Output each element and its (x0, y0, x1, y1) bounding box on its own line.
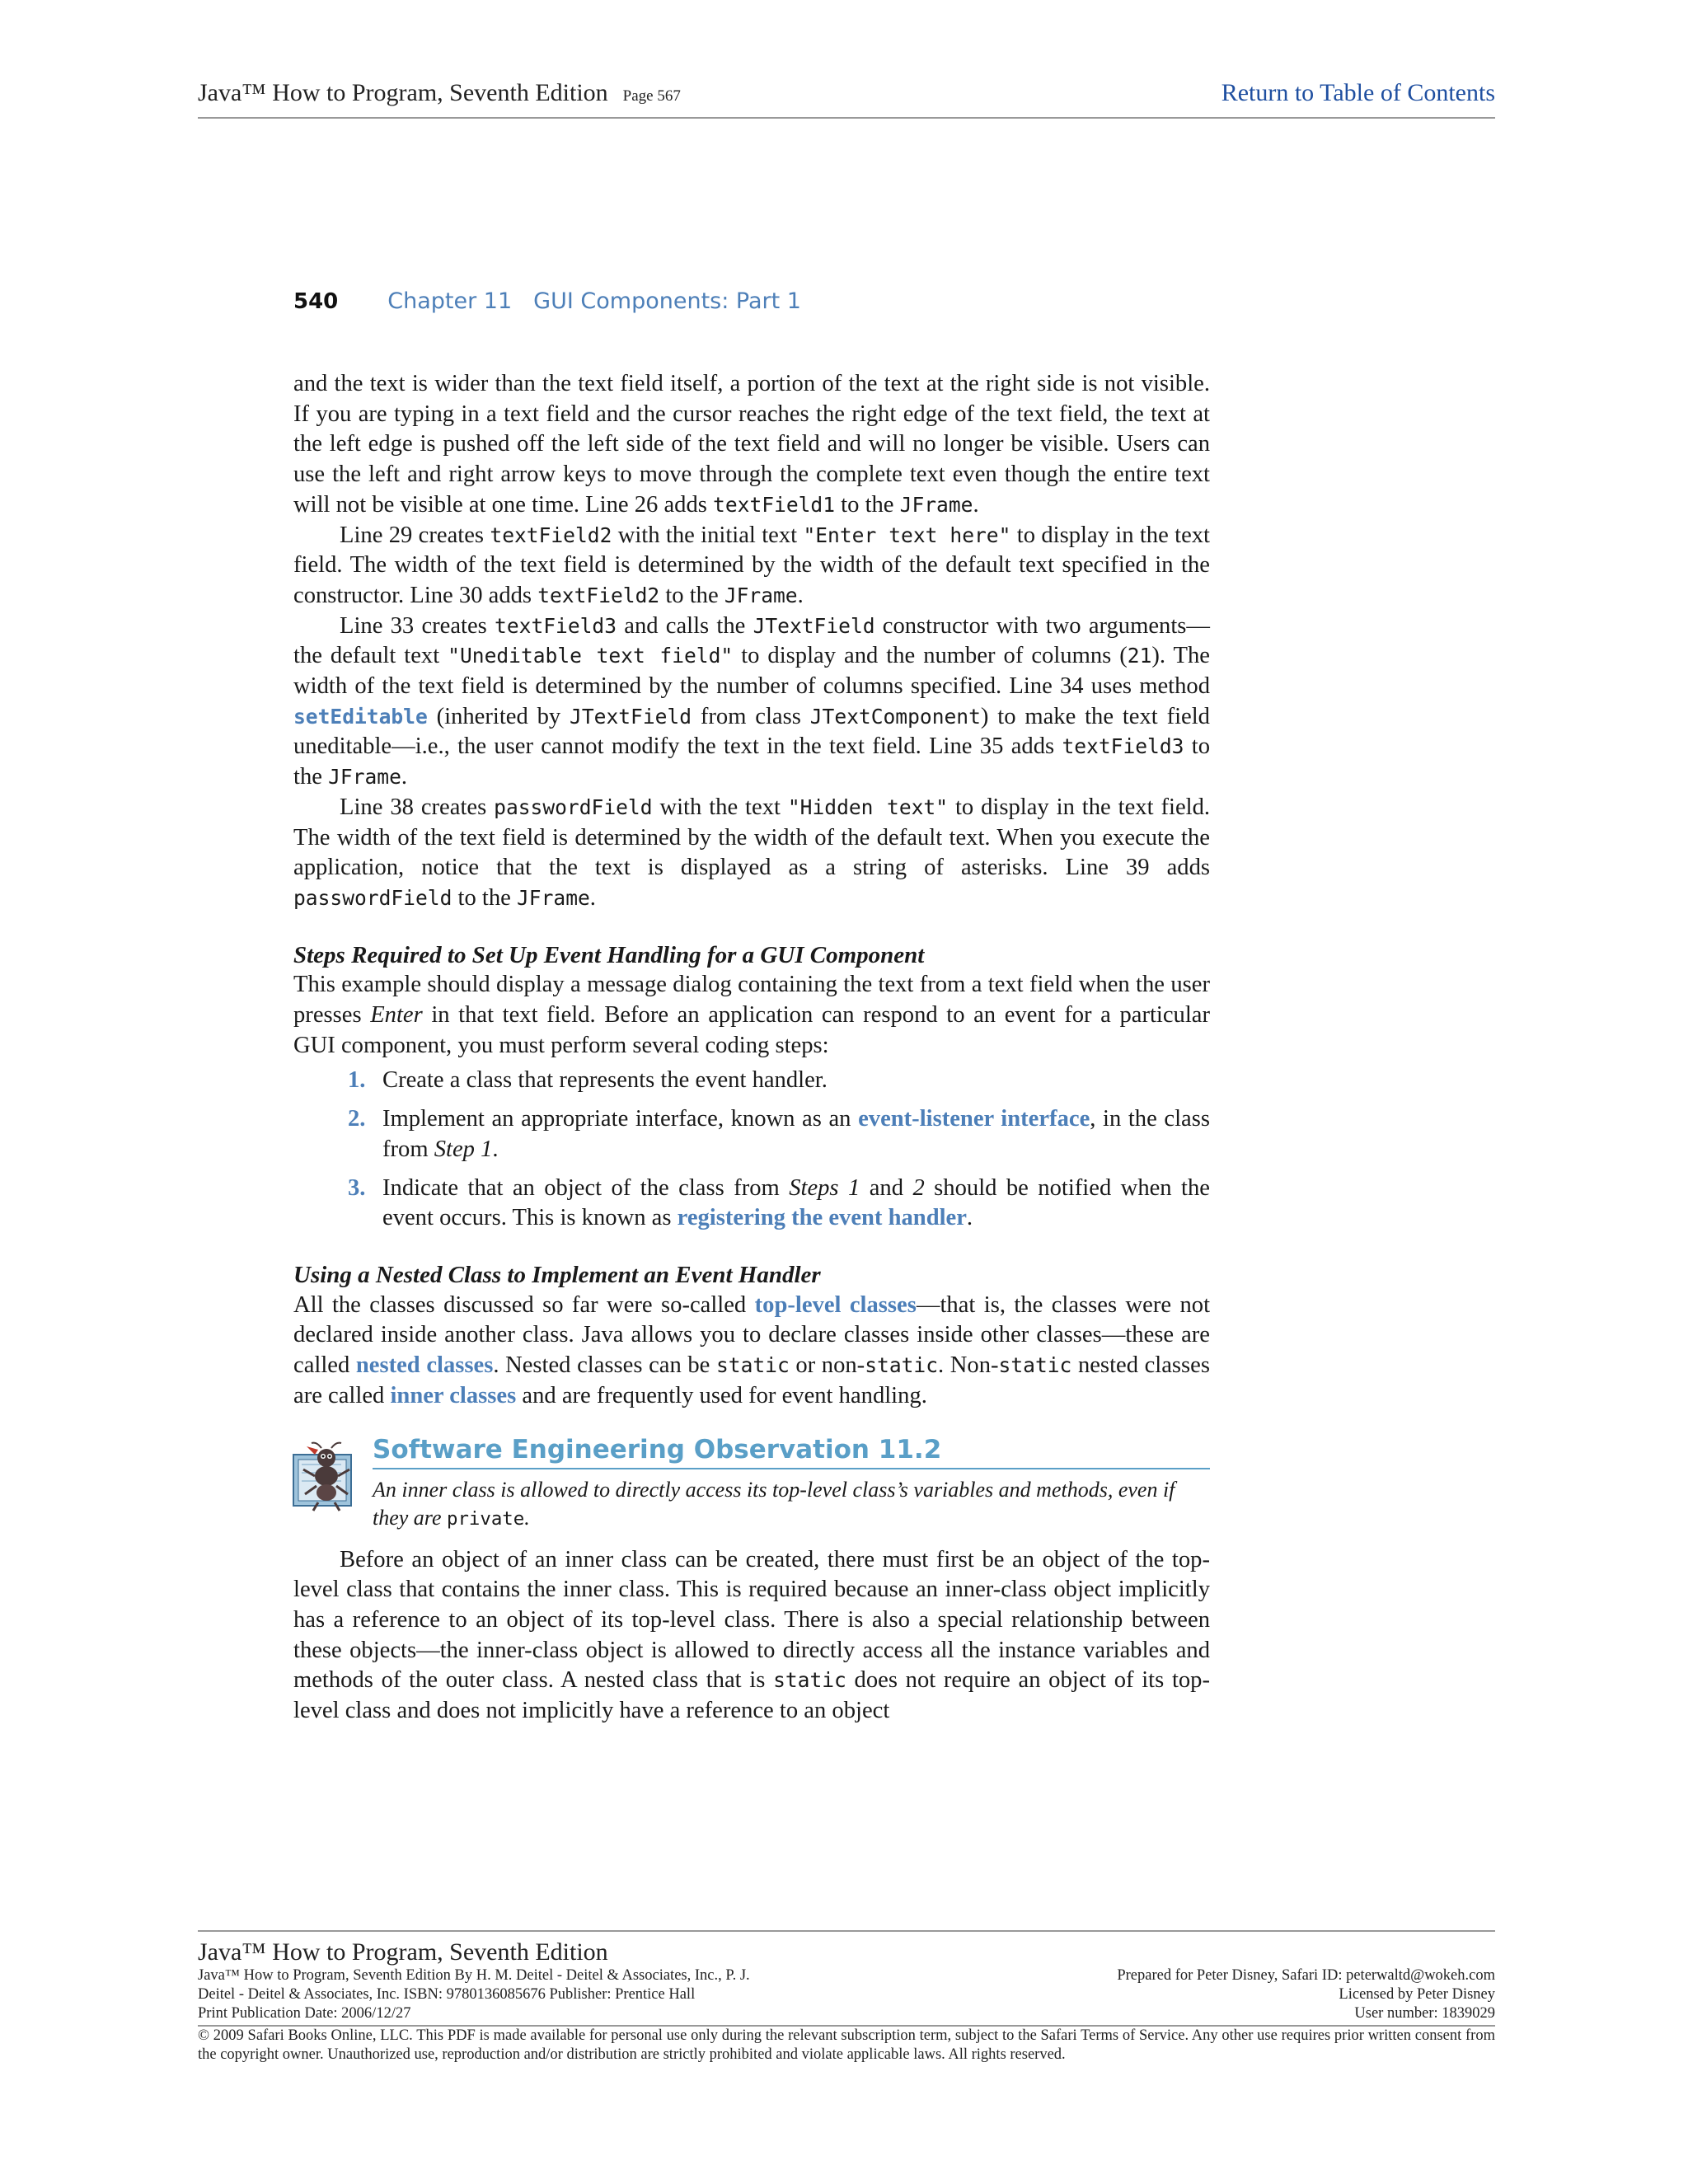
chapter-title: GUI Components: Part 1 (533, 288, 801, 314)
footer-copyright: © 2009 Safari Books Online, LLC. This PDF is made available for personal use only during the relevant subscription term, subject to the Safari Terms of Service. Any other use requires prior written consent from the copyright owner. Unauthorized use, reproduction and/or distribution are strictly prohibited and violate applicable laws. All rights reserved. (198, 2025, 1495, 2064)
observation-title: Software Engineering Observation 11.2 (373, 1435, 1210, 1470)
section-heading-nested-class: Using a Nested Class to Implement an Event Handler (293, 1261, 821, 1288)
footer-row-1: Java™ How to Program, Seventh Edition By H. M. Deitel - Deitel & Associates, Inc., P. J. Prepared for Peter Disney, Safari ID: peterwaltd@wokeh.com (198, 1967, 1495, 1984)
chapter-header (293, 288, 801, 321)
list-item: 2. Implement an appropriate interface, known as an event-listener interface, in the class from Step 1. (348, 1106, 1210, 1162)
page-label: Page 567 (622, 87, 681, 105)
section-heading-event-handling: Steps Required to Set Up Event Handling for a GUI Component (293, 941, 925, 968)
ant-engineer-icon (290, 1440, 361, 1512)
term-registering-event-handler: registering the event handler (677, 1205, 967, 1231)
paragraph-5: This example should display a message dialog containing the text from a text field when the user presses Enter in that text field. Before an application can respond to an event for a particular GUI component, you must perform several coding steps: (293, 972, 1210, 1058)
footer-row-3: Print Publication Date: 2006/12/27 User number: 1839029 (198, 2005, 1495, 2022)
term-seteditable: setEditable (293, 704, 428, 729)
list-item: 1. Create a class that represents the event handler. (348, 1067, 828, 1094)
observation-text: An inner class is allowed to directly access its top-level class’s variables and methods, even if they are private. (373, 1477, 1175, 1530)
footer (198, 1930, 1495, 2064)
book-title-text: Java™ How to Program, Seventh Edition (198, 79, 608, 106)
book-title (198, 79, 681, 107)
software-engineering-observation (293, 1434, 1210, 1530)
chapter-label: Chapter 11 (387, 288, 513, 314)
page-number: 540 (293, 289, 339, 314)
footer-book-title: Java™ How to Program, Seventh Edition (198, 1938, 608, 1966)
top-header (198, 76, 1495, 119)
term-nested-classes: nested classes (355, 1352, 494, 1379)
list-item: 3. Indicate that an object of the class from Steps 1 and 2 should be notified when the event occurs. This is known as registering the event handler. (348, 1174, 1210, 1231)
main-content (293, 369, 1210, 1727)
paragraph-6: All the classes discussed so far were so-called top-level classes—that is, the classes were not declared inside another class. Java allows you to declare classes inside other classes—these are called nested classes. Nested classes can be static or non-static. Non-static nested classes are called inner classes and are frequently used for event handling. (293, 1291, 1211, 1408)
return-to-toc-link[interactable]: Return to Table of Contents (1221, 79, 1495, 106)
footer-row-2: Deitel - Deitel & Associates, Inc. ISBN: 9780136085676 Publisher: Prentice Hall Licensed by Peter Disney (198, 1986, 1495, 2003)
paragraph-3: Line 33 creates textField3 and calls the JTextField constructor with two arguments—the default text "Uneditable text field" to display and the number of columns (21). The width of the text field is determined by the number of columns specified. Line 34 uses method setEditable (inherited by JTextField from class JTextComponent) to make the text field uneditable—i.e., the user cannot modify the text in the text field. Line 35 adds textField3 to the JFrame. (293, 612, 1210, 790)
term-inner-classes: inner classes (390, 1382, 517, 1408)
paragraph-1: and the text is wider than the text field itself, a portion of the text at the right side is not visible. If you are typing in a text field and the cursor reaches the right edge of the text field, the text at the left edge is pushed off the left side of the text field and will no longer be visible. Users can use the left and right arrow keys to move through the complete text even though the entire text will not be visible at one time. Line 26 adds textField1 to the JFrame. (293, 371, 1210, 518)
term-event-listener-interface: event-listener interface (858, 1106, 1090, 1132)
term-top-level-classes: top-level classes (754, 1291, 917, 1318)
steps-list (293, 1066, 1210, 1234)
paragraph-2: Line 29 creates textField2 with the initial text "Enter text here" to display in the text field. The width of the text field is determined by the width of the default text specified in the constructor. Line 30 adds textField2 to the JFrame. (293, 522, 1211, 608)
paragraph-4: Line 38 creates passwordField with the text "Hidden text" to display in the text field. The width of the text field is determined by the width of the default text. When you execute the application, notice that the text is displayed as a string of asterisks. Line 39 adds passwordField to the JFrame. (293, 794, 1211, 911)
paragraph-7: Before an object of an inner class can be created, there must first be an object of the top-level class that contains the inner class. This is required because an inner-class object implicitly has a reference to an object of its top-level class. There is also a special relationship between these objects—the inner-class object is allowed to directly access all the instance variables and methods of the outer class. A nested class that is static does not require an object of its top-level class and does not implicitly have a reference to an object (293, 1546, 1211, 1724)
